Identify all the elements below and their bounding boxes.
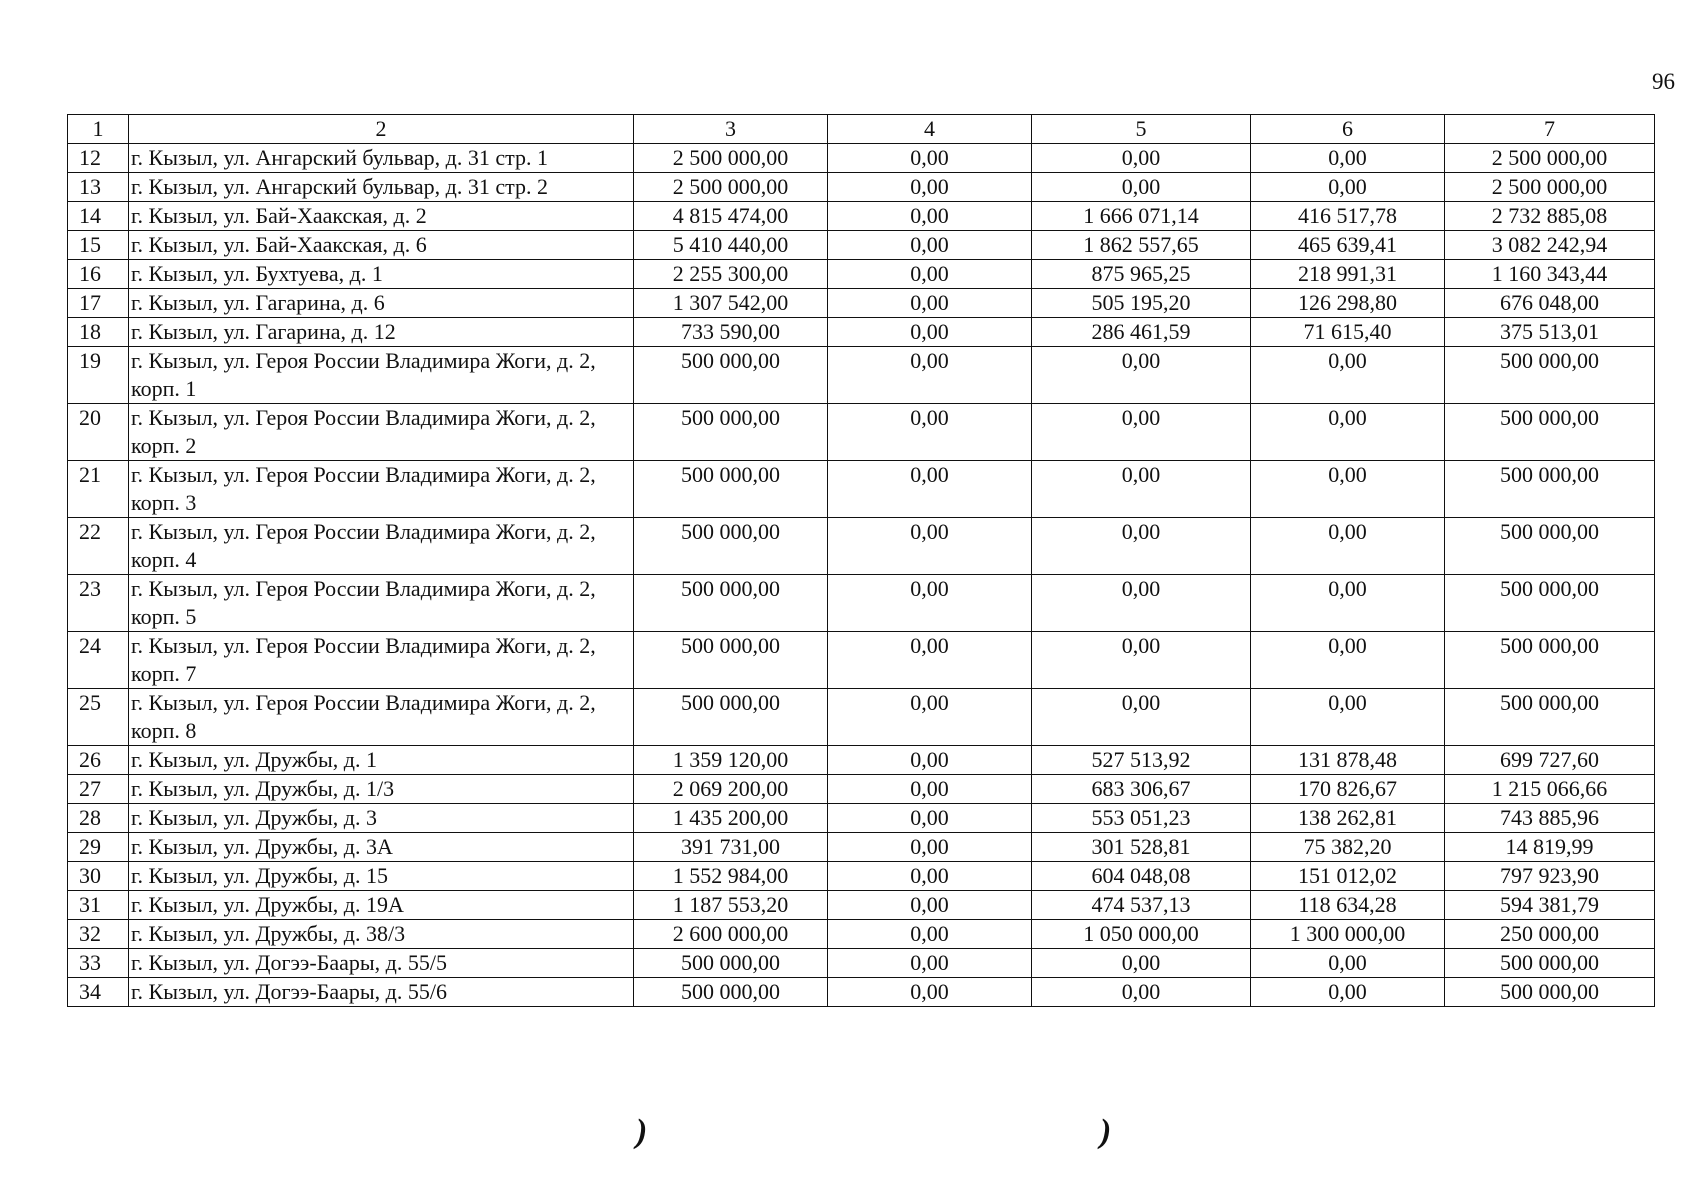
address-cell: г. Кызыл, ул. Героя России Владимира Жоги, д. 2, корп. 2 bbox=[129, 404, 634, 461]
table-row bbox=[68, 144, 1655, 173]
table-row bbox=[68, 978, 1655, 1007]
address-cell: г. Кызыл, ул. Гагарина, д. 12 bbox=[129, 318, 634, 347]
row-number-cell: 33 bbox=[68, 949, 129, 978]
amount-cell: 375 513,01 bbox=[1445, 318, 1655, 347]
amount-cell: 500 000,00 bbox=[1445, 461, 1655, 518]
amount-cell: 875 965,25 bbox=[1032, 260, 1251, 289]
row-number-cell: 16 bbox=[68, 260, 129, 289]
amount-cell: 2 500 000,00 bbox=[1445, 144, 1655, 173]
amount-cell: 0,00 bbox=[828, 949, 1032, 978]
amount-cell: 0,00 bbox=[1251, 404, 1445, 461]
amount-cell: 0,00 bbox=[1032, 949, 1251, 978]
amount-cell: 218 991,31 bbox=[1251, 260, 1445, 289]
amount-cell: 500 000,00 bbox=[1445, 404, 1655, 461]
amount-cell: 0,00 bbox=[1032, 173, 1251, 202]
amount-cell: 0,00 bbox=[1251, 689, 1445, 746]
table-row bbox=[68, 318, 1655, 347]
column-header: 3 bbox=[634, 115, 828, 144]
amount-cell: 500 000,00 bbox=[634, 347, 828, 404]
amount-cell: 250 000,00 bbox=[1445, 920, 1655, 949]
amount-cell: 5 410 440,00 bbox=[634, 231, 828, 260]
amount-cell: 118 634,28 bbox=[1251, 891, 1445, 920]
amount-cell: 500 000,00 bbox=[1445, 949, 1655, 978]
amount-cell: 500 000,00 bbox=[634, 404, 828, 461]
row-number-cell: 34 bbox=[68, 978, 129, 1007]
row-number-cell: 26 bbox=[68, 746, 129, 775]
row-number-cell: 19 bbox=[68, 347, 129, 404]
address-cell: г. Кызыл, ул. Героя России Владимира Жоги, д. 2, корп. 4 bbox=[129, 518, 634, 575]
amount-cell: 474 537,13 bbox=[1032, 891, 1251, 920]
column-header: 6 bbox=[1251, 115, 1445, 144]
amount-cell: 0,00 bbox=[1032, 518, 1251, 575]
amount-cell: 0,00 bbox=[1251, 461, 1445, 518]
amount-cell: 0,00 bbox=[828, 833, 1032, 862]
address-cell: г. Кызыл, ул. Героя России Владимира Жоги, д. 2, корп. 8 bbox=[129, 689, 634, 746]
table-row bbox=[68, 173, 1655, 202]
address-cell: г. Кызыл, ул. Дружбы, д. 15 bbox=[129, 862, 634, 891]
amount-cell: 683 306,67 bbox=[1032, 775, 1251, 804]
row-number-cell: 27 bbox=[68, 775, 129, 804]
amount-cell: 170 826,67 bbox=[1251, 775, 1445, 804]
row-number-cell: 22 bbox=[68, 518, 129, 575]
amount-cell: 0,00 bbox=[1032, 689, 1251, 746]
amount-cell: 0,00 bbox=[1032, 575, 1251, 632]
row-number-cell: 17 bbox=[68, 289, 129, 318]
row-number-cell: 25 bbox=[68, 689, 129, 746]
row-number-cell: 24 bbox=[68, 632, 129, 689]
address-cell: г. Кызыл, ул. Ангарский бульвар, д. 31 стр. 2 bbox=[129, 173, 634, 202]
column-header: 5 bbox=[1032, 115, 1251, 144]
amount-cell: 733 590,00 bbox=[634, 318, 828, 347]
amount-cell: 0,00 bbox=[828, 347, 1032, 404]
amount-cell: 0,00 bbox=[828, 978, 1032, 1007]
amount-cell: 0,00 bbox=[828, 318, 1032, 347]
amount-cell: 1 187 553,20 bbox=[634, 891, 828, 920]
amount-cell: 553 051,23 bbox=[1032, 804, 1251, 833]
row-number-cell: 30 bbox=[68, 862, 129, 891]
table-row bbox=[68, 231, 1655, 260]
row-number-cell: 13 bbox=[68, 173, 129, 202]
amount-cell: 0,00 bbox=[828, 289, 1032, 318]
amount-cell: 527 513,92 bbox=[1032, 746, 1251, 775]
amount-cell: 301 528,81 bbox=[1032, 833, 1251, 862]
amount-cell: 0,00 bbox=[1032, 347, 1251, 404]
amount-cell: 0,00 bbox=[828, 173, 1032, 202]
amount-cell: 0,00 bbox=[828, 202, 1032, 231]
amount-cell: 71 615,40 bbox=[1251, 318, 1445, 347]
row-number-cell: 20 bbox=[68, 404, 129, 461]
amount-cell: 151 012,02 bbox=[1251, 862, 1445, 891]
scan-mark: ) bbox=[1100, 1113, 1112, 1150]
amount-cell: 0,00 bbox=[828, 775, 1032, 804]
address-cell: г. Кызыл, ул. Догээ-Баары, д. 55/5 bbox=[129, 949, 634, 978]
table-row bbox=[68, 347, 1655, 404]
address-cell: г. Кызыл, ул. Бай-Хаакская, д. 6 bbox=[129, 231, 634, 260]
row-number-cell: 15 bbox=[68, 231, 129, 260]
amount-cell: 743 885,96 bbox=[1445, 804, 1655, 833]
amount-cell: 1 307 542,00 bbox=[634, 289, 828, 318]
table-row bbox=[68, 689, 1655, 746]
amount-cell: 1 862 557,65 bbox=[1032, 231, 1251, 260]
amount-cell: 14 819,99 bbox=[1445, 833, 1655, 862]
amount-cell: 500 000,00 bbox=[1445, 978, 1655, 1007]
table-row bbox=[68, 461, 1655, 518]
column-header: 1 bbox=[68, 115, 129, 144]
amount-cell: 0,00 bbox=[828, 746, 1032, 775]
column-header: 2 bbox=[129, 115, 634, 144]
address-cell: г. Кызыл, ул. Дружбы, д. 1 bbox=[129, 746, 634, 775]
table-row bbox=[68, 949, 1655, 978]
amount-cell: 0,00 bbox=[1251, 632, 1445, 689]
address-cell: г. Кызыл, ул. Дружбы, д. 38/3 bbox=[129, 920, 634, 949]
amount-cell: 1 050 000,00 bbox=[1032, 920, 1251, 949]
amount-cell: 0,00 bbox=[1032, 404, 1251, 461]
amount-cell: 1 359 120,00 bbox=[634, 746, 828, 775]
column-header: 7 bbox=[1445, 115, 1655, 144]
amount-cell: 500 000,00 bbox=[634, 461, 828, 518]
amount-cell: 500 000,00 bbox=[1445, 575, 1655, 632]
amount-cell: 0,00 bbox=[828, 231, 1032, 260]
scan-mark: ) bbox=[636, 1113, 648, 1150]
amount-cell: 0,00 bbox=[828, 518, 1032, 575]
amount-cell: 0,00 bbox=[828, 862, 1032, 891]
amount-cell: 500 000,00 bbox=[1445, 518, 1655, 575]
amount-cell: 2 069 200,00 bbox=[634, 775, 828, 804]
address-cell: г. Кызыл, ул. Героя России Владимира Жоги, д. 2, корп. 1 bbox=[129, 347, 634, 404]
address-cell: г. Кызыл, ул. Дружбы, д. 1/3 bbox=[129, 775, 634, 804]
row-number-cell: 21 bbox=[68, 461, 129, 518]
table-row bbox=[68, 775, 1655, 804]
table-row bbox=[68, 920, 1655, 949]
table-row bbox=[68, 404, 1655, 461]
amount-cell: 2 255 300,00 bbox=[634, 260, 828, 289]
amount-cell: 0,00 bbox=[828, 404, 1032, 461]
amount-cell: 1 552 984,00 bbox=[634, 862, 828, 891]
address-cell: г. Кызыл, ул. Бухтуева, д. 1 bbox=[129, 260, 634, 289]
address-cell: г. Кызыл, ул. Дружбы, д. 3А bbox=[129, 833, 634, 862]
address-cell: г. Кызыл, ул. Дружбы, д. 19А bbox=[129, 891, 634, 920]
amount-cell: 676 048,00 bbox=[1445, 289, 1655, 318]
table-row bbox=[68, 260, 1655, 289]
row-number-cell: 23 bbox=[68, 575, 129, 632]
amount-cell: 75 382,20 bbox=[1251, 833, 1445, 862]
address-cell: г. Кызыл, ул. Дружбы, д. 3 bbox=[129, 804, 634, 833]
row-number-cell: 12 bbox=[68, 144, 129, 173]
amount-cell: 416 517,78 bbox=[1251, 202, 1445, 231]
address-cell: г. Кызыл, ул. Догээ-Баары, д. 55/6 bbox=[129, 978, 634, 1007]
amount-cell: 126 298,80 bbox=[1251, 289, 1445, 318]
amount-cell: 1 435 200,00 bbox=[634, 804, 828, 833]
amount-cell: 500 000,00 bbox=[634, 689, 828, 746]
table-row bbox=[68, 632, 1655, 689]
table-row bbox=[68, 891, 1655, 920]
address-cell: г. Кызыл, ул. Героя России Владимира Жоги, д. 2, корп. 3 bbox=[129, 461, 634, 518]
amount-cell: 0,00 bbox=[828, 144, 1032, 173]
amount-cell: 0,00 bbox=[828, 689, 1032, 746]
table-row bbox=[68, 804, 1655, 833]
column-header: 4 bbox=[828, 115, 1032, 144]
budget-table bbox=[67, 114, 1655, 1007]
amount-cell: 2 732 885,08 bbox=[1445, 202, 1655, 231]
amount-cell: 0,00 bbox=[1251, 144, 1445, 173]
table-row bbox=[68, 862, 1655, 891]
amount-cell: 138 262,81 bbox=[1251, 804, 1445, 833]
address-cell: г. Кызыл, ул. Бай-Хаакская, д. 2 bbox=[129, 202, 634, 231]
address-cell: г. Кызыл, ул. Героя России Владимира Жоги, д. 2, корп. 7 bbox=[129, 632, 634, 689]
amount-cell: 0,00 bbox=[1032, 632, 1251, 689]
row-number-cell: 32 bbox=[68, 920, 129, 949]
address-cell: г. Кызыл, ул. Ангарский бульвар, д. 31 стр. 1 bbox=[129, 144, 634, 173]
table-row bbox=[68, 202, 1655, 231]
amount-cell: 500 000,00 bbox=[634, 978, 828, 1007]
amount-cell: 500 000,00 bbox=[634, 518, 828, 575]
amount-cell: 500 000,00 bbox=[634, 949, 828, 978]
amount-cell: 1 160 343,44 bbox=[1445, 260, 1655, 289]
row-number-cell: 14 bbox=[68, 202, 129, 231]
amount-cell: 0,00 bbox=[1251, 518, 1445, 575]
amount-cell: 131 878,48 bbox=[1251, 746, 1445, 775]
amount-cell: 500 000,00 bbox=[1445, 347, 1655, 404]
amount-cell: 0,00 bbox=[828, 920, 1032, 949]
row-number-cell: 31 bbox=[68, 891, 129, 920]
row-number-cell: 28 bbox=[68, 804, 129, 833]
table-row bbox=[68, 833, 1655, 862]
amount-cell: 465 639,41 bbox=[1251, 231, 1445, 260]
amount-cell: 1 215 066,66 bbox=[1445, 775, 1655, 804]
table-row bbox=[68, 746, 1655, 775]
amount-cell: 1 300 000,00 bbox=[1251, 920, 1445, 949]
amount-cell: 0,00 bbox=[1251, 575, 1445, 632]
table-row bbox=[68, 575, 1655, 632]
address-cell: г. Кызыл, ул. Гагарина, д. 6 bbox=[129, 289, 634, 318]
amount-cell: 2 500 000,00 bbox=[634, 144, 828, 173]
amount-cell: 0,00 bbox=[1251, 949, 1445, 978]
amount-cell: 500 000,00 bbox=[634, 632, 828, 689]
amount-cell: 500 000,00 bbox=[1445, 689, 1655, 746]
amount-cell: 2 600 000,00 bbox=[634, 920, 828, 949]
amount-cell: 0,00 bbox=[1032, 144, 1251, 173]
row-number-cell: 29 bbox=[68, 833, 129, 862]
amount-cell: 500 000,00 bbox=[634, 575, 828, 632]
amount-cell: 0,00 bbox=[828, 260, 1032, 289]
amount-cell: 2 500 000,00 bbox=[634, 173, 828, 202]
amount-cell: 604 048,08 bbox=[1032, 862, 1251, 891]
amount-cell: 594 381,79 bbox=[1445, 891, 1655, 920]
amount-cell: 0,00 bbox=[828, 804, 1032, 833]
amount-cell: 797 923,90 bbox=[1445, 862, 1655, 891]
amount-cell: 0,00 bbox=[828, 891, 1032, 920]
amount-cell: 699 727,60 bbox=[1445, 746, 1655, 775]
row-number-cell: 18 bbox=[68, 318, 129, 347]
amount-cell: 0,00 bbox=[828, 461, 1032, 518]
table-header-row bbox=[68, 115, 1655, 144]
amount-cell: 505 195,20 bbox=[1032, 289, 1251, 318]
amount-cell: 0,00 bbox=[1251, 347, 1445, 404]
amount-cell: 3 082 242,94 bbox=[1445, 231, 1655, 260]
amount-cell: 2 500 000,00 bbox=[1445, 173, 1655, 202]
amount-cell: 1 666 071,14 bbox=[1032, 202, 1251, 231]
amount-cell: 0,00 bbox=[1251, 978, 1445, 1007]
amount-cell: 391 731,00 bbox=[634, 833, 828, 862]
amount-cell: 0,00 bbox=[1032, 461, 1251, 518]
page-number: 96 bbox=[1652, 69, 1675, 94]
amount-cell: 0,00 bbox=[1032, 978, 1251, 1007]
amount-cell: 286 461,59 bbox=[1032, 318, 1251, 347]
amount-cell: 0,00 bbox=[828, 632, 1032, 689]
address-cell: г. Кызыл, ул. Героя России Владимира Жоги, д. 2, корп. 5 bbox=[129, 575, 634, 632]
amount-cell: 500 000,00 bbox=[1445, 632, 1655, 689]
amount-cell: 0,00 bbox=[828, 575, 1032, 632]
amount-cell: 4 815 474,00 bbox=[634, 202, 828, 231]
amount-cell: 0,00 bbox=[1251, 173, 1445, 202]
table-row bbox=[68, 289, 1655, 318]
table-row bbox=[68, 518, 1655, 575]
